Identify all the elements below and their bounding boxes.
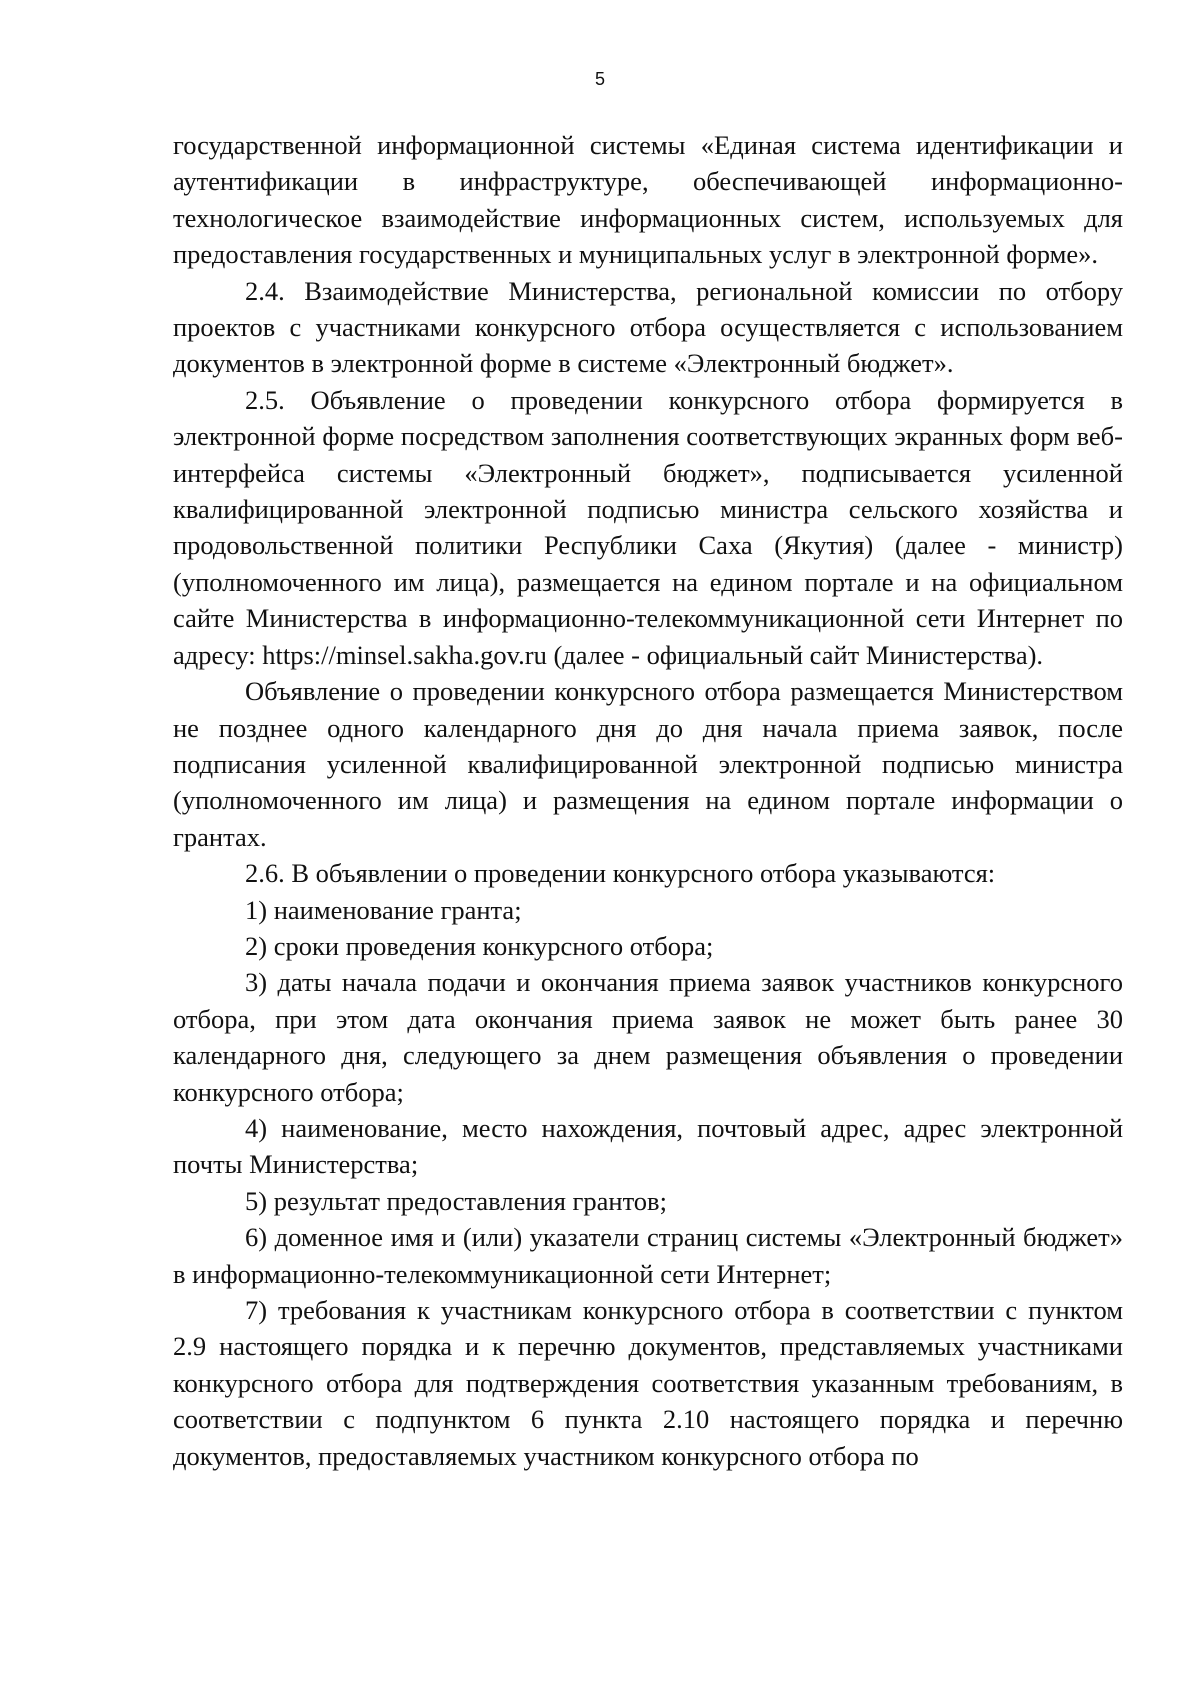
paragraph-2-6: 2.6. В объявлении о проведении конкурсного отбора указываются: [245,858,996,889]
paragraph-announcement: Объявление о проведении конкурсного отбора размещается Министерством не позднее одного календарного дня до дня начала приема заявок, после подписания усиленной квалифицированной электронной подписью министра (уполномоченного им лица) и размещения на едином портале информации о грантах. [173,676,1123,852]
list-item-1: 1) наименование гранта; [245,894,522,925]
list-item-5: 5) результат предоставления грантов; [245,1185,667,1216]
paragraph-continuation: государственной информационной системы «Единая система идентификации и аутентификации в инфраструктуре, обеспечивающей информационно-технологическое взаимодействие информационных систем, используемых для предоставления государственных и муниципальных услуг в электронной форме». [173,130,1123,270]
list-item-6: 6) доменное имя и (или) указатели страниц системы «Электронный бюджет» в информационно-телекоммуникационной сети Интернет; [173,1222,1123,1289]
paragraph-2-4: 2.4. Взаимодействие Министерства, региональной комиссии по отбору проектов с участниками конкурсного отбора осуществляется с использованием документов в электронной форме в системе «Электронный бюджет». [173,275,1123,379]
list-item-4: 4) наименование, место нахождения, почтовый адрес, адрес электронной почты Министерства; [173,1112,1123,1180]
list-item-3: 3) даты начала подачи и окончания приема заявок участников конкурсного отбора, при этом дата окончания приема заявок не может быть ранее 30 календарного дня, следующего за днем размещения объявления о проведении конкурсного отбора; [173,967,1123,1107]
paragraph-2-5: 2.5. Объявление о проведении конкурсного отбора формируется в электронной форме посредством заполнения соответствующих экранных форм веб-интерфейса системы «Электронный бюджет», подписывается усиленной квалифицированной электронной подписью министра сельского хозяйства и продовольственной политики Республики Саха (Якутия) (далее - министр) (уполномоченного им лица), размещается на едином портале и на официальном сайте Министерства в информационно-телекоммуникационной сети Интернет по адресу: https://minsel.sakha.gov.ru (далее - официальный сайт Министерства). [173,384,1123,670]
page-number: 5 [594,69,605,89]
list-item-2: 2) сроки проведения конкурсного отбора; [245,930,714,961]
document-body [173,127,1123,1474]
list-item-7: 7) требования к участникам конкурсного отбора в соответствии с пунктом 2.9 настоящего порядка и к перечню документов, представляемых участниками конкурсного отбора для подтверждения соответствия указанным требованиям, в соответствии с подпунктом 6 пункта 2.10 настоящего порядка и перечню документов, предоставляемых участником конкурсного отбора по [173,1295,1123,1471]
